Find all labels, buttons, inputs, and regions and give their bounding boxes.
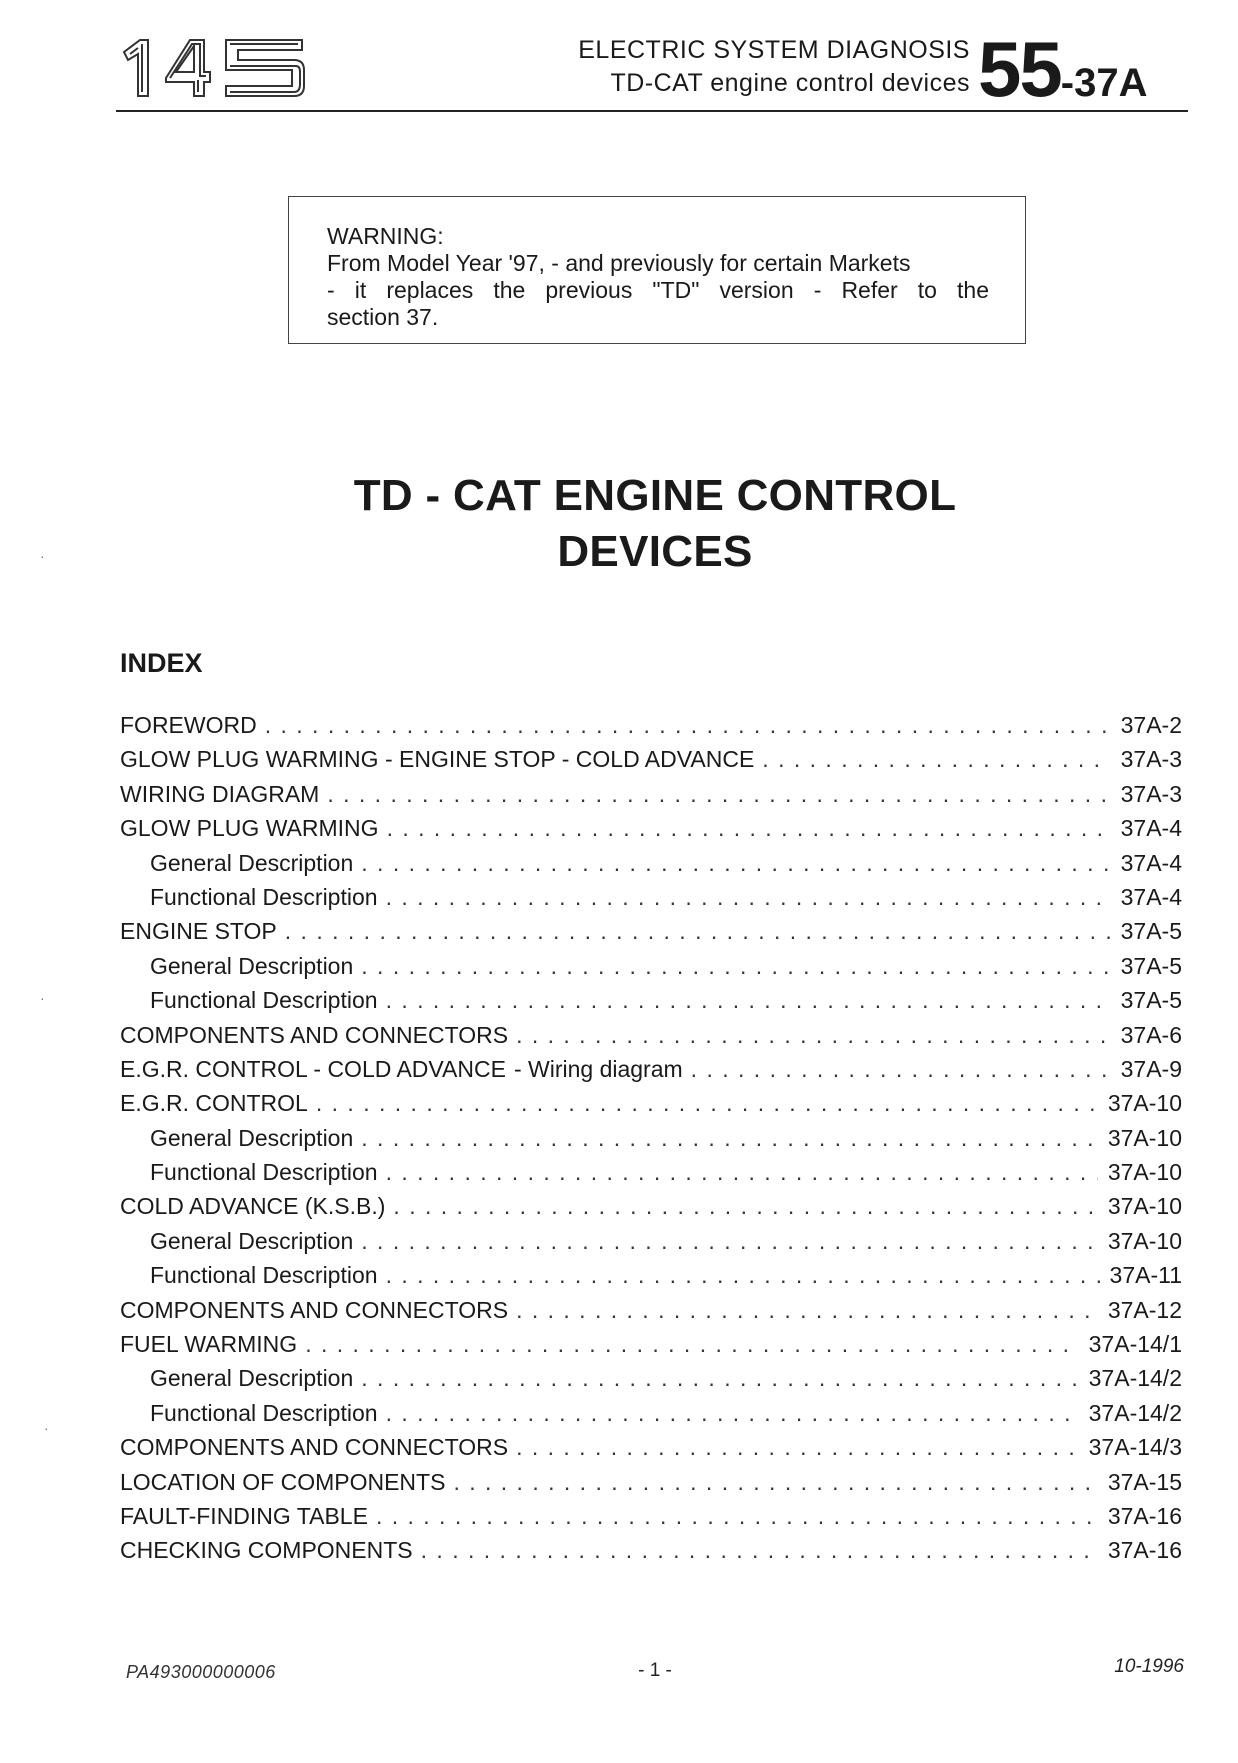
index-entry-label: COMPONENTS AND CONNECTORS bbox=[120, 1434, 509, 1461]
index-entry-page: 37A-3 bbox=[1120, 746, 1182, 773]
index-entry-page: 37A-10 bbox=[1107, 1124, 1182, 1151]
index-entry bbox=[120, 880, 1182, 914]
dot-leader bbox=[361, 949, 1110, 983]
index-entry bbox=[120, 1430, 1182, 1464]
warning-line-2: - it replaces the previous "TD" version - Refer to the bbox=[327, 277, 989, 303]
index-entry-page: 37A-14/3 bbox=[1088, 1434, 1182, 1461]
index-entry bbox=[120, 1396, 1182, 1430]
dot-leader bbox=[361, 846, 1110, 880]
page-title-line2: DEVICES bbox=[557, 527, 753, 576]
index-entry-page: 37A-15 bbox=[1107, 1468, 1182, 1495]
index-entry bbox=[120, 1361, 1182, 1395]
index-entry-label: COMPONENTS AND CONNECTORS bbox=[120, 1021, 509, 1048]
index-entry bbox=[120, 1189, 1182, 1223]
index-entry-label: FOREWORD bbox=[120, 712, 257, 738]
dot-leader bbox=[387, 811, 1111, 845]
index-entry bbox=[120, 949, 1182, 983]
index-entry-label: ENGINE STOP bbox=[120, 918, 277, 945]
section-number bbox=[978, 25, 1148, 113]
index-entry-page: 37A-11 bbox=[1109, 1262, 1182, 1289]
section-sub: -37A bbox=[1060, 61, 1148, 105]
index-entry-label: E.G.R. CONTROL - COLD ADVANCE bbox=[120, 1055, 506, 1082]
warning-line-1: From Model Year '97, - and previously for certain Markets bbox=[327, 250, 911, 276]
dot-leader bbox=[361, 1224, 1098, 1258]
index-entry-label: COMPONENTS AND CONNECTORS bbox=[120, 1296, 509, 1323]
dot-leader bbox=[386, 983, 1111, 1017]
dot-leader bbox=[393, 1189, 1097, 1223]
index-entry bbox=[120, 846, 1182, 880]
index-entry-page: 37A-5 bbox=[1120, 952, 1182, 979]
index-entry-label: General Description bbox=[150, 952, 354, 979]
index-entry-label: Functional Description bbox=[150, 1159, 378, 1186]
dot-leader bbox=[305, 1327, 1078, 1361]
index-entry-page: 37A-14/1 bbox=[1088, 1331, 1182, 1358]
index-entry-label: General Description bbox=[150, 849, 354, 876]
dot-leader bbox=[421, 1533, 1098, 1567]
index-entry bbox=[120, 1499, 1182, 1533]
index-entry-label: Functional Description bbox=[150, 883, 378, 910]
index-entry-page: 37A-2 bbox=[1120, 712, 1182, 738]
index-entry-page: 37A-16 bbox=[1107, 1502, 1182, 1529]
index-entry bbox=[120, 1052, 1182, 1086]
index-entry bbox=[120, 1018, 1182, 1052]
index-entry bbox=[120, 1327, 1182, 1361]
scan-speck: · bbox=[40, 990, 45, 1006]
dot-leader bbox=[516, 1018, 1111, 1052]
page-title bbox=[0, 468, 1238, 580]
section-main: 55 bbox=[978, 25, 1061, 113]
index-entry-label: Functional Description bbox=[150, 1399, 378, 1426]
index-entry-page: 37A-6 bbox=[1120, 1021, 1182, 1048]
index-entry-label: GLOW PLUG WARMING bbox=[120, 815, 379, 842]
index-entry-label: CHECKING COMPONENTS bbox=[120, 1537, 413, 1564]
index-entry-page: 37A-5 bbox=[1120, 987, 1182, 1014]
header-divider bbox=[116, 110, 1188, 112]
index-entry-label: Functional Description bbox=[150, 1262, 378, 1289]
header-title-line1: ELECTRIC SYSTEM DIAGNOSIS bbox=[578, 36, 970, 64]
index-entry bbox=[120, 1224, 1182, 1258]
warning-line-3: section 37. bbox=[327, 304, 439, 330]
index-entry-label: FUEL WARMING bbox=[120, 1331, 298, 1358]
dot-leader bbox=[516, 1430, 1079, 1464]
index-entry-page: 37A-10 bbox=[1107, 1159, 1182, 1186]
header-title-line2: TD-CAT engine control devices bbox=[610, 69, 970, 97]
dot-leader bbox=[386, 880, 1111, 914]
index-entry-page: 37A-10 bbox=[1107, 1090, 1182, 1117]
warning-heading: WARNING: bbox=[327, 223, 444, 249]
dot-leader bbox=[386, 1155, 1098, 1189]
index-entry-page: 37A-4 bbox=[1120, 815, 1182, 842]
dot-leader bbox=[762, 742, 1110, 776]
page-number: - 1 - bbox=[638, 1660, 672, 1681]
index-entry bbox=[120, 1533, 1182, 1567]
page-title-line1: TD - CAT ENGINE CONTROL bbox=[353, 471, 957, 520]
index-entry-label: General Description bbox=[150, 1124, 354, 1151]
index-entry-page: 37A-10 bbox=[1107, 1227, 1182, 1254]
index-entry bbox=[120, 1086, 1182, 1120]
index-entry bbox=[120, 742, 1182, 776]
logo-145-icon bbox=[118, 36, 308, 100]
scan-speck: · bbox=[44, 1420, 49, 1436]
index-entry bbox=[120, 777, 1182, 811]
index-entry bbox=[120, 1465, 1182, 1499]
index-entry-page: 37A-5 bbox=[1120, 918, 1182, 945]
index-heading: INDEX bbox=[120, 648, 203, 678]
index-entry-page: 37A-14/2 bbox=[1088, 1365, 1182, 1392]
index-entry-page: 37A-12 bbox=[1107, 1296, 1182, 1323]
index-entry-label: WIRING DIAGRAM bbox=[120, 780, 320, 807]
index-entry-page: 37A-16 bbox=[1107, 1537, 1182, 1564]
dot-leader bbox=[376, 1499, 1098, 1533]
publication-date: 10-1996 bbox=[1114, 1656, 1184, 1677]
dot-leader bbox=[285, 914, 1111, 948]
dot-leader bbox=[316, 1086, 1098, 1120]
index-entry bbox=[120, 914, 1182, 948]
index-entry-page: 37A-3 bbox=[1120, 780, 1182, 807]
index-entry-label: Functional Description bbox=[150, 987, 378, 1014]
dot-leader bbox=[516, 1293, 1098, 1327]
index-entry-label: COLD ADVANCE (K.S.B.) bbox=[120, 1193, 386, 1220]
header-titles bbox=[578, 34, 970, 100]
index-entry bbox=[120, 1155, 1182, 1189]
index-entry-label: E.G.R. CONTROL bbox=[120, 1090, 308, 1117]
dot-leader bbox=[386, 1396, 1079, 1430]
dot-leader bbox=[453, 1465, 1097, 1499]
index-entry-label: General Description bbox=[150, 1365, 354, 1392]
index-entry bbox=[120, 983, 1182, 1017]
index-entry-label: LOCATION OF COMPONENTS bbox=[120, 1468, 446, 1495]
dot-leader bbox=[361, 1361, 1078, 1395]
warning-box bbox=[288, 196, 1026, 344]
scan-speck: · bbox=[40, 548, 45, 564]
index-entry-page: 37A-4 bbox=[1120, 849, 1182, 876]
model-logo bbox=[118, 36, 308, 100]
dot-leader bbox=[361, 1121, 1098, 1155]
dot-leader bbox=[386, 1258, 1100, 1292]
dot-leader bbox=[327, 777, 1110, 811]
index-entry bbox=[120, 708, 1182, 742]
index-entry-page: 37A-9 bbox=[1120, 1055, 1182, 1082]
dot-leader bbox=[265, 708, 1111, 742]
index-entry-sublabel: - Wiring diagram bbox=[513, 1055, 683, 1082]
index-entry bbox=[120, 1293, 1182, 1327]
index-entry-page: 37A-4 bbox=[1120, 883, 1182, 910]
index-entry bbox=[120, 811, 1182, 845]
index-entry bbox=[120, 1121, 1182, 1155]
index-entry bbox=[120, 1258, 1182, 1292]
index-list bbox=[120, 708, 1182, 1568]
index-entry-label: FAULT-FINDING TABLE bbox=[120, 1502, 368, 1529]
dot-leader bbox=[691, 1052, 1111, 1086]
index-entry-label: General Description bbox=[150, 1227, 354, 1254]
index-entry-page: 37A-14/2 bbox=[1088, 1399, 1182, 1426]
document-code: PA493000000006 bbox=[126, 1662, 276, 1682]
index-entry-page: 37A-10 bbox=[1107, 1193, 1182, 1220]
index-entry-label: GLOW PLUG WARMING - ENGINE STOP - COLD ADVANCE bbox=[120, 746, 755, 773]
